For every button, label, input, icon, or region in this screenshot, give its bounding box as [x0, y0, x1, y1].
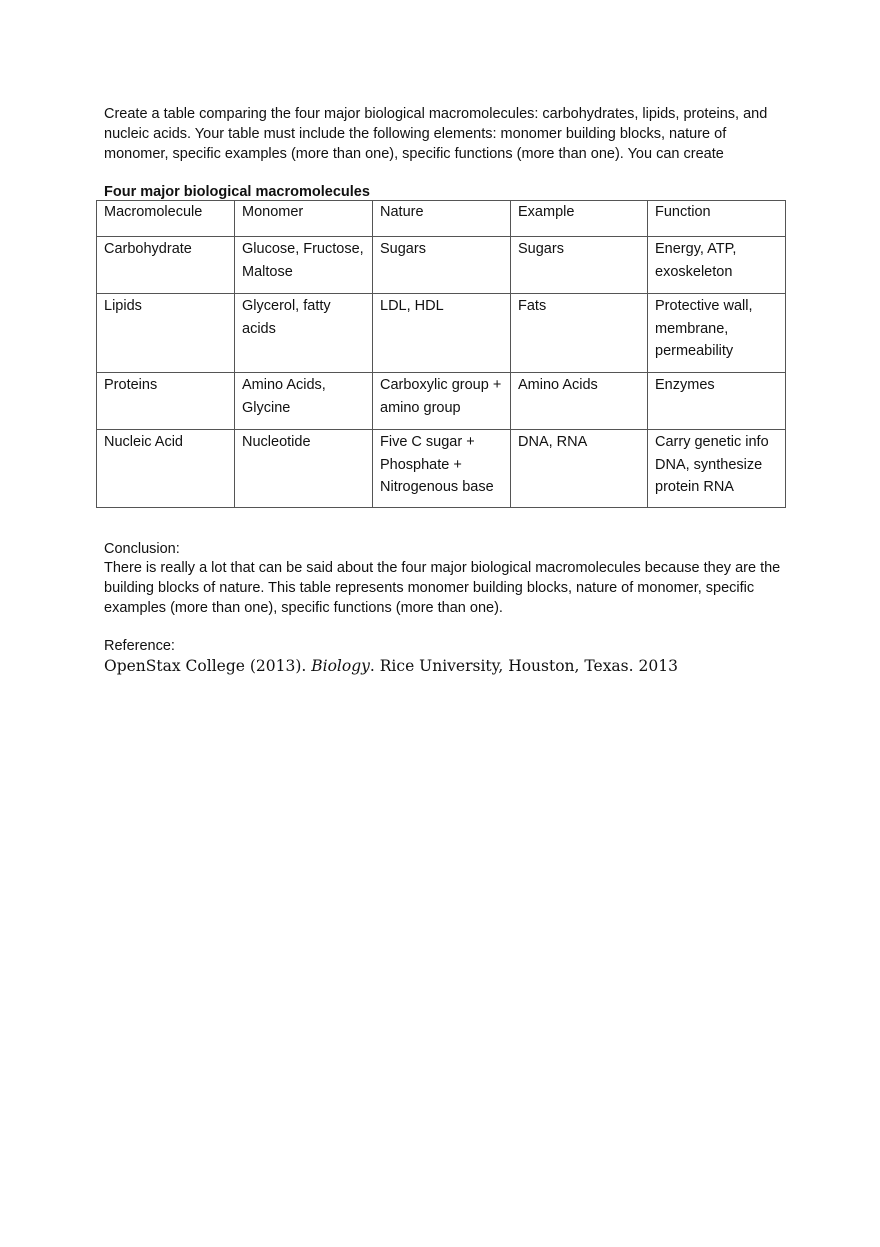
header-monomer: Monomer: [235, 201, 373, 237]
reference-citation: [104, 655, 804, 677]
cell-monomer: Amino Acids, Glycine: [235, 373, 373, 430]
cell-nature: Carboxylic group + amino group: [373, 373, 511, 430]
cell-nature: Five C sugar + Phosphate + Nitrogenous base: [373, 430, 511, 508]
intro-paragraph: Create a table comparing the four major biological macromolecules: carbohydrates, lipids, proteins, and nucleic acids. Your table must include the following elements: monomer building blocks, nature of monomer, specific examples (more than one), specific functions (more than one). You can create: [104, 106, 768, 162]
cell-monomer: Glycerol, fatty acids: [235, 294, 373, 373]
conclusion-heading: Conclusion:: [104, 541, 180, 557]
header-nature: Nature: [373, 201, 511, 237]
table-row: [97, 294, 786, 373]
macromolecules-table: [96, 200, 786, 508]
reference-author: OpenStax College (2013).: [104, 657, 312, 675]
cell-example: Sugars: [511, 237, 648, 294]
conclusion-paragraph: There is really a lot that can be said about the four major biological macromolecules because they are the building blocks of nature. This table represents monomer building blocks, nature of monomer, specific examples (more than one), specific functions (more than one).: [104, 560, 781, 616]
cell-macromolecule: Proteins: [97, 373, 235, 430]
cell-example: DNA, RNA: [511, 430, 648, 508]
cell-function: Energy, ATP, exoskeleton: [648, 237, 786, 294]
table-row: [97, 430, 786, 508]
cell-macromolecule: Nucleic Acid: [97, 430, 235, 508]
reference-publisher: . Rice University, Houston, Texas. 2013: [369, 657, 678, 675]
cell-monomer: Nucleotide: [235, 430, 373, 508]
cell-nature: LDL, HDL: [373, 294, 511, 373]
reference-book-title: Biology: [311, 657, 370, 675]
header-example: Example: [511, 201, 648, 237]
cell-function: Protective wall, membrane, permeability: [648, 294, 786, 373]
cell-macromolecule: Carbohydrate: [97, 237, 235, 294]
cell-macromolecule: Lipids: [97, 294, 235, 373]
cell-function: Enzymes: [648, 373, 786, 430]
cell-monomer: Glucose, Fructose, Maltose: [235, 237, 373, 294]
cell-function: Carry genetic info DNA, synthesize protein RNA: [648, 430, 786, 508]
cell-nature: Sugars: [373, 237, 511, 294]
table-header-row: [97, 201, 786, 237]
table-title: Four major biological macromolecules: [104, 184, 370, 200]
cell-example: Fats: [511, 294, 648, 373]
reference-heading: Reference:: [104, 638, 175, 654]
header-macromolecule: Macromolecule: [97, 201, 235, 237]
cell-example: Amino Acids: [511, 373, 648, 430]
header-function: Function: [648, 201, 786, 237]
table-row: [97, 373, 786, 430]
table-row: [97, 237, 786, 294]
